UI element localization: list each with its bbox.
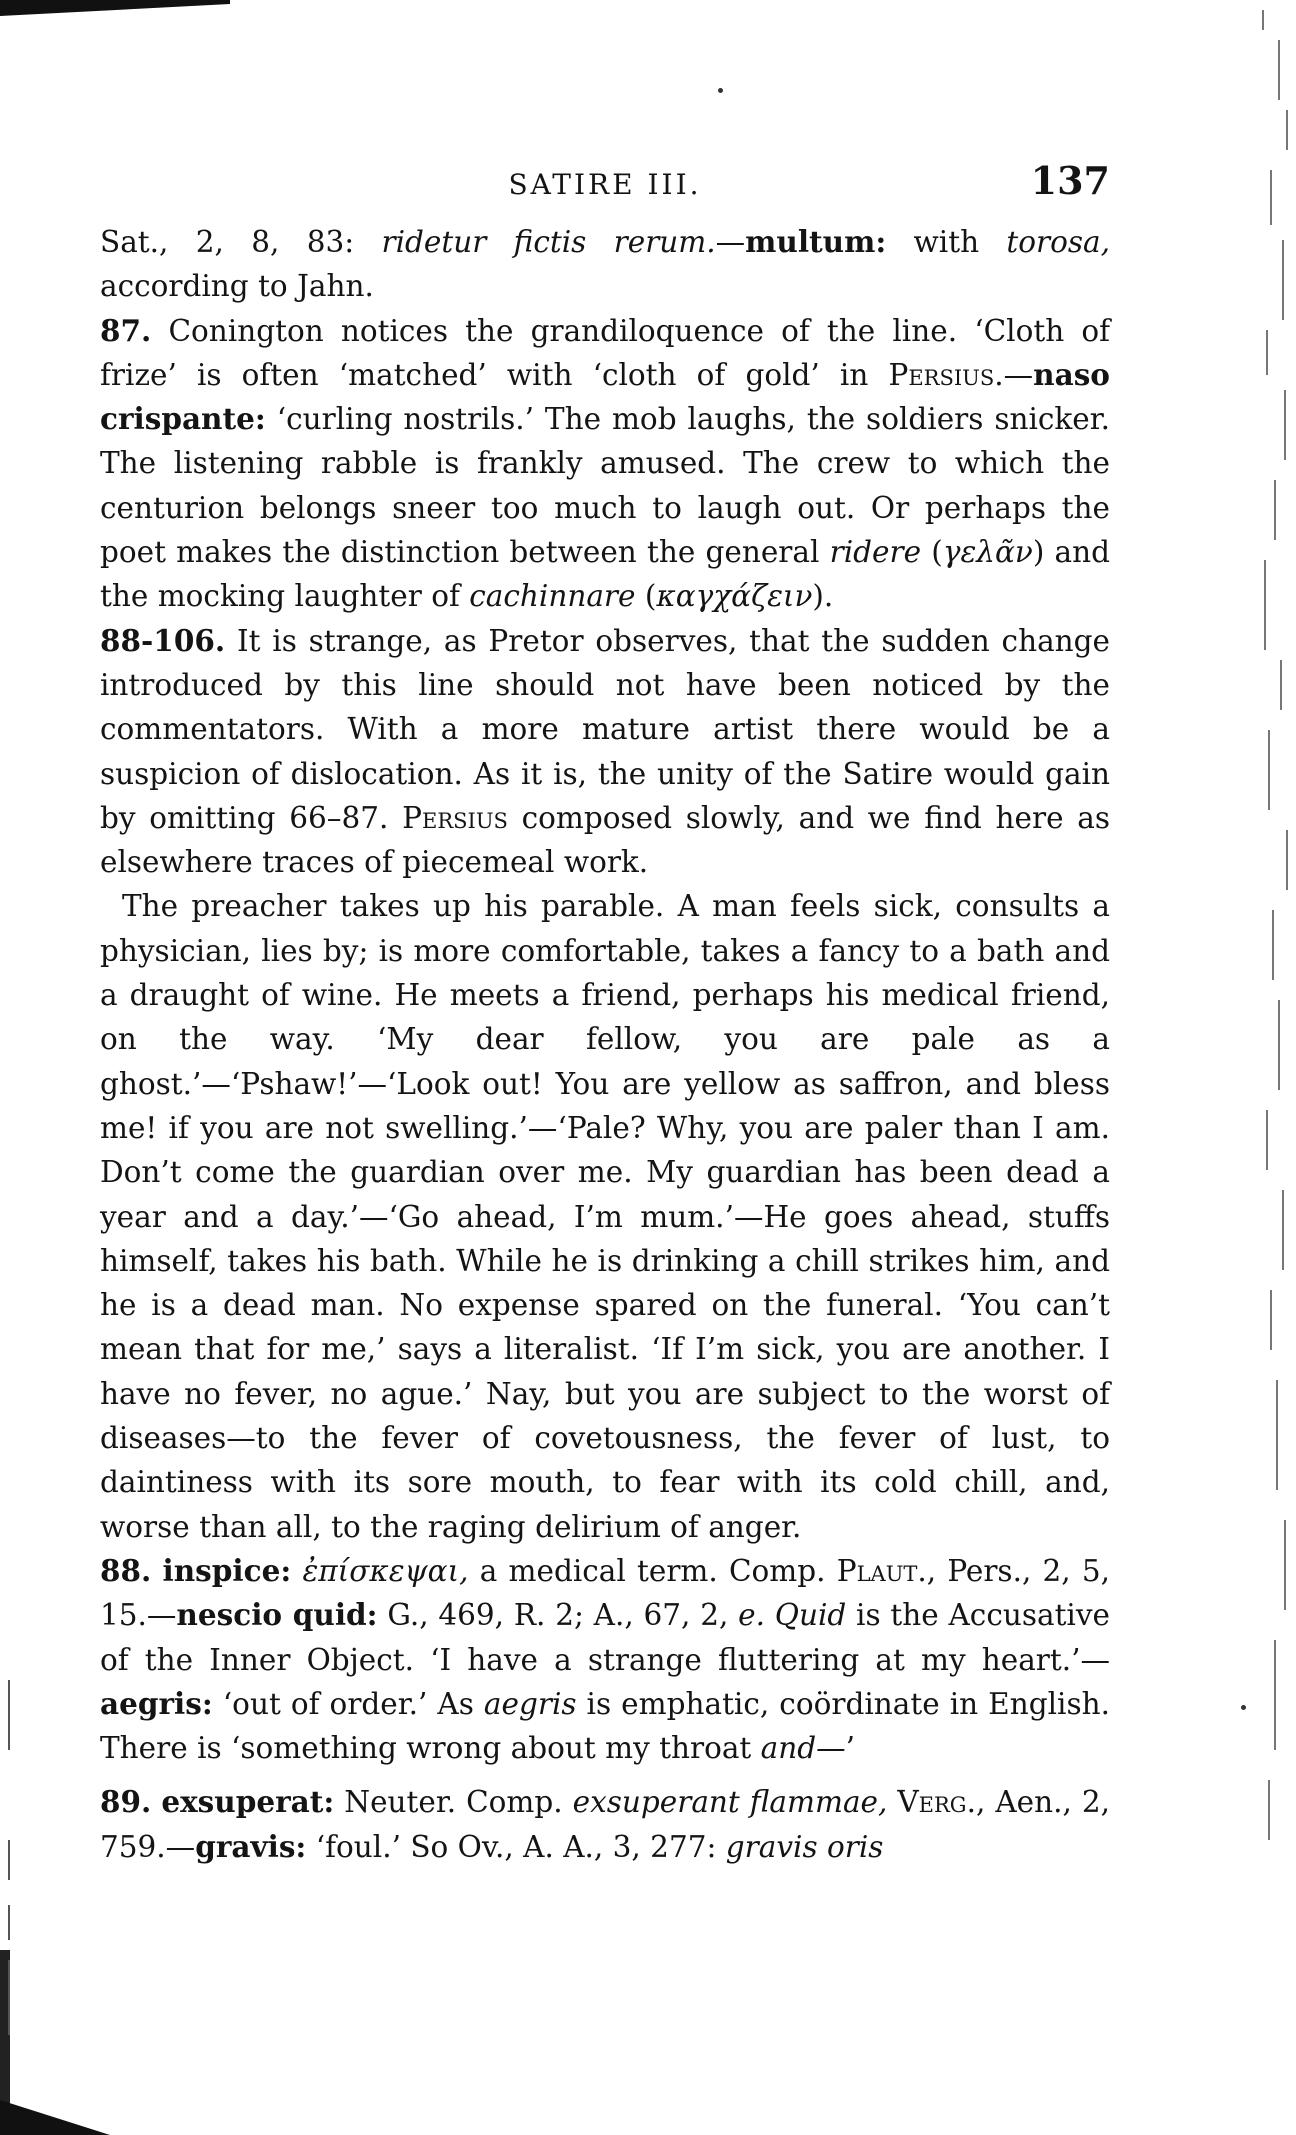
lemma: gravis: (195, 1828, 307, 1864)
lemma: 88-106. (100, 622, 226, 658)
note-text (291, 1554, 302, 1588)
author-name: Verg (897, 1785, 967, 1820)
italic-text: aegris (483, 1686, 577, 1721)
note-text (765, 1598, 775, 1632)
gutter-marks (1256, 0, 1296, 1850)
note-text: ( (635, 579, 657, 614)
lemma: multum: (745, 224, 887, 259)
note-paragraph (100, 220, 1110, 309)
note-text: G., 469, R. 2; A., 67, 2, (377, 1598, 739, 1633)
italic-text: ridetur fictis rerum. (381, 225, 716, 259)
scan-edge-top (0, 0, 230, 16)
note-text: — (715, 225, 746, 259)
italic-text: gravis oris (725, 1829, 884, 1864)
note-paragraph (100, 1549, 1110, 1770)
note-text: is the Accusative of the Inner Object. ‘I have a strange fluttering at my heart.’— (100, 1598, 1110, 1677)
commentary-notes (100, 220, 1110, 1869)
italic-text: Quid (774, 1598, 847, 1633)
italic-text: ridere (829, 535, 922, 570)
italic-text: torosa, (1006, 225, 1111, 259)
note-text: ‘out of order.’ As (212, 1686, 484, 1721)
italic-text: exsuperant flammae, (572, 1785, 888, 1820)
note-text: ( (921, 535, 943, 570)
note-paragraph (100, 619, 1110, 885)
ink-speck (718, 88, 723, 93)
note-paragraph (100, 1780, 1110, 1869)
note-text: composed slowly, and we find here as elsewhere traces of piecemeal work. (100, 800, 1110, 880)
italic-text: ἐπίσκεψαι, (302, 1553, 469, 1588)
note-text: The preacher takes up his parable. A man feels sick, consults a physician, lies by; is more comfortable, takes a fancy to a bath and a draught of wine. He meets a friend, perhaps his medical friend, on the way. ‘My dear fellow, you are pale as a ghost.’—‘Pshaw!’—‘Look out! You are yellow as saffron, and bless me! if you are not swelling.’—‘Pale? Why, you are paler than I am. Don’t come the guardian over me. My guardian has been dead a year and a day.’—‘Go ahead, I’m mum.’—He goes ahead, stuffs himself, takes his bath. While he is drinking a chill strikes him, and he is a dead man. No expense spared on the funeral. ‘You can’t mean that for me,’ says a literalist. ‘If I’m sick, you are another. I have no fever, no ague.’ Nay, but you are subject to the worst of diseases—to the fever of covetousness, the fever of lust, to daintiness with its sore mouth, to fear with its cold chill, and, worse than all, to the raging delirium of anger. (100, 889, 1110, 1544)
italic-text: and— (760, 1731, 846, 1766)
running-title: SATIRE III. (508, 168, 702, 201)
lemma: nescio quid: (176, 1597, 378, 1633)
note-text: ) and the mocking laughter of (100, 535, 1111, 614)
note-text: ). (812, 579, 834, 614)
lemma: naso crispante: (100, 356, 1110, 437)
note-text: a medical term. Comp. (468, 1553, 837, 1588)
lemma: 89. (100, 1784, 152, 1820)
italic-text: e. (738, 1598, 765, 1633)
note-text: Sat., 2, 8, 83: (100, 225, 382, 259)
author-name: Persius (888, 357, 995, 392)
note-text: ’ (845, 1731, 856, 1766)
lemma: exsuperat: (161, 1784, 335, 1820)
note-text (151, 1554, 162, 1588)
italic-text: καγχάζειν (656, 579, 813, 614)
italic-text: cachinnare (469, 579, 636, 614)
note-text: ., Aen., 2, 759.— (100, 1785, 1110, 1864)
note-paragraph (100, 309, 1110, 619)
note-text (151, 1785, 161, 1819)
note-text: It is strange, as Pretor observes, that the sudden change introduced by this line should not have been noticed by the commentators. With a more mature artist there would be a suspicion of dislocation. As it is, the unity of the Satire would gain by omitting 66–87. (100, 623, 1110, 835)
note-text: ., Pers., 2, 5, 15.— (100, 1553, 1110, 1633)
note-paragraph (100, 884, 1110, 1548)
page-header (100, 150, 1110, 220)
note-text: with (886, 225, 1007, 259)
page-number: 137 (1030, 158, 1110, 203)
ink-speck (1241, 1705, 1246, 1710)
note-text: .— (994, 357, 1034, 392)
italic-text: γελᾶν (942, 535, 1033, 570)
note-text: ‘foul.’ So Ov., A. A., 3, 277: (306, 1829, 726, 1864)
scan-edge-bottom (0, 2100, 110, 2135)
note-text: Neuter. Comp. (334, 1785, 573, 1820)
lemma: 88. (100, 1552, 152, 1588)
lemma: 87. (100, 312, 152, 348)
note-text: ‘curling nostrils.’ The mob laughs, the soldiers snicker. The listening rabble is frankly amused. The crew to which the centurion belongs sneer too much to laugh out. Or perhaps the poet makes the distinction between the general (100, 402, 1110, 570)
author-name: Plaut (836, 1553, 918, 1588)
lemma: inspice: (162, 1552, 292, 1588)
note-text: Conington notices the grandiloquence of the line. ‘Cloth of frize’ is often ‘matched’ with ‘cloth of gold’ in (100, 313, 1110, 392)
lemma: aegris: (100, 1685, 213, 1721)
note-text: according to Jahn. (100, 269, 374, 304)
author-name: Persius (402, 800, 508, 835)
note-text (887, 1785, 897, 1819)
book-page (100, 150, 1110, 1869)
note-text: is emphatic, coördinate in English. There is ‘something wrong about my throat (100, 1686, 1110, 1766)
